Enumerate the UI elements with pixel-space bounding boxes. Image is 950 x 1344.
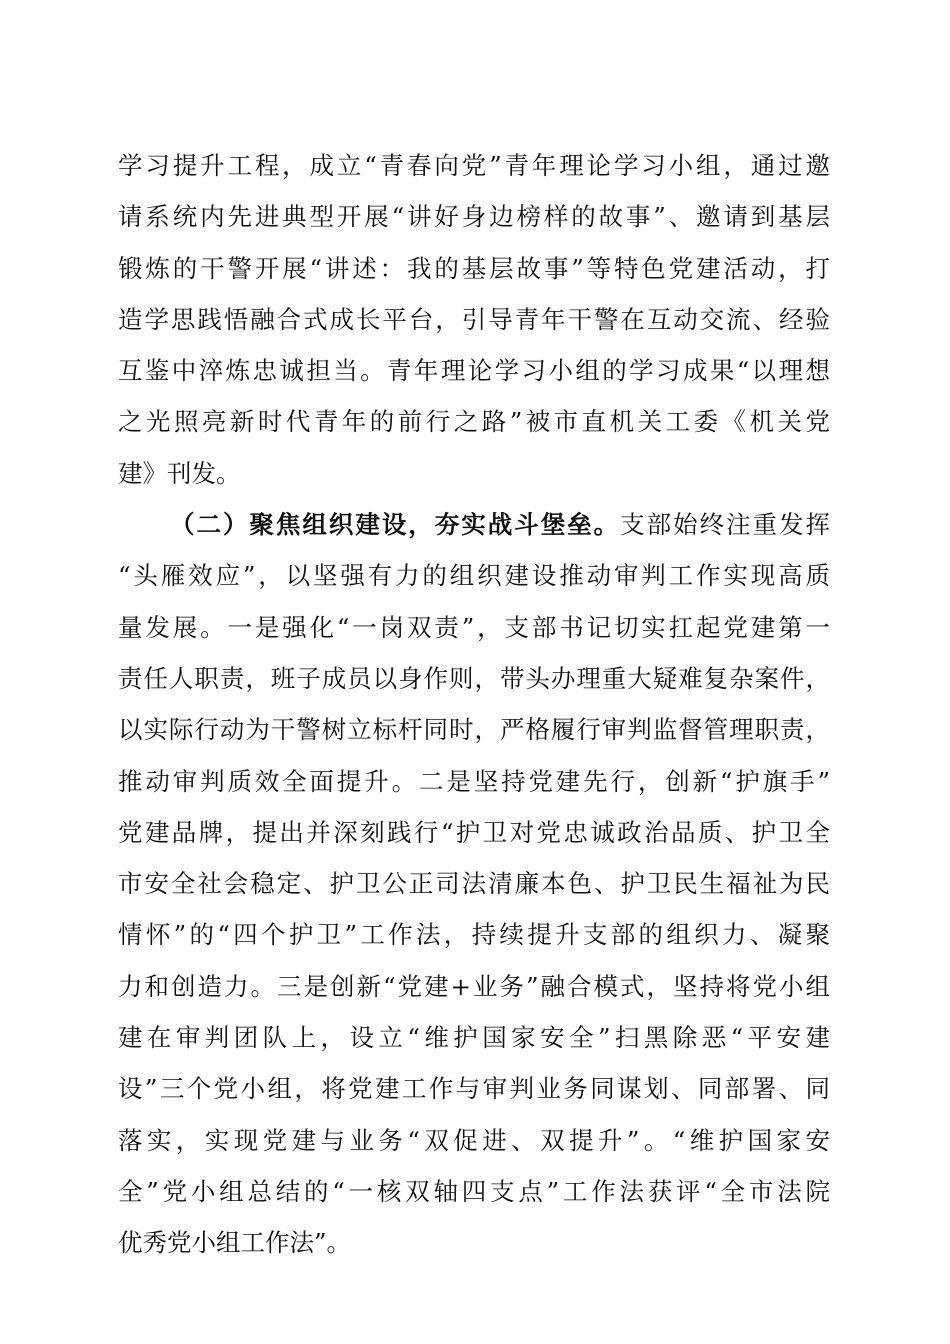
document-body <box>118 140 830 1269</box>
paragraph-2-line: 量发展。一是强化“一岗双责”，支部书记切实扛起党建第一 <box>118 612 830 642</box>
paragraph-1-line: 学习提升工程，成立“青春向党”青年理论学习小组，通过邀 <box>118 151 830 180</box>
paragraph-2 <box>118 499 830 1268</box>
section-heading: （二）聚焦组织建设，夯实战斗堡垒。 <box>170 510 621 540</box>
paragraph-1-line: 建》刊发。 <box>118 458 241 488</box>
paragraph-2-line: 落实，实现党建与业务“双促进、双提升”。“维护国家安 <box>118 1125 830 1155</box>
paragraph-2-line: 优秀党小组工作法”。 <box>118 1228 352 1258</box>
paragraph-2-line: 建在审判团队上，设立“维护国家安全”扫黑除恶“平安建 <box>118 1023 830 1053</box>
paragraph-1-line: 锻炼的干警开展“讲述：我的基层故事”等特色党建活动，打 <box>118 253 830 283</box>
paragraph-1 <box>118 140 830 499</box>
paragraph-2-line: 全”党小组总结的“一核双轴四支点”工作法获评“全市法院 <box>118 1176 830 1206</box>
paragraph-1-line: 之光照亮新时代青年的前行之路”被市直机关工委《机关党 <box>118 407 830 437</box>
paragraph-2-first-line <box>118 499 830 550</box>
paragraph-1-line: 请系统内先进典型开展“讲好身边榜样的故事”、邀请到基层 <box>118 202 830 232</box>
paragraph-1-line: 互鉴中淬炼忠诚担当。青年理论学习小组的学习成果“以理想 <box>118 356 830 386</box>
paragraph-2-line: 推动审判质效全面提升。二是坚持党建先行，创新“护旗手” <box>118 766 830 796</box>
paragraph-2-line: 责任人职责，班子成员以身作则，带头办理重大疑难复杂案件， <box>118 663 830 693</box>
paragraph-2-line: 力和创造力。三是创新“党建+业务”融合模式，坚持将党小组 <box>118 971 830 1001</box>
paragraph-2-line: 情怀”的“四个护卫”工作法，持续提升支部的组织力、凝聚 <box>118 920 830 950</box>
paragraph-2-line: “头雁效应”，以坚强有力的组织建设推动审判工作实现高质 <box>118 561 830 591</box>
paragraph-1-line: 造学思践悟融合式成长平台，引导青年干警在互动交流、经验 <box>118 304 830 334</box>
paragraph-2-line: 党建品牌，提出并深刻践行“护卫对党忠诚政治品质、护卫全 <box>118 817 830 847</box>
paragraph-2-first-line-rest: 支部始终注重发挥 <box>620 510 831 540</box>
paragraph-2-line: 市安全社会稳定、护卫公正司法清廉本色、护卫民生福祉为民 <box>118 869 830 899</box>
paragraph-2-line: 以实际行动为干警树立标杆同时，严格履行审判监督管理职责， <box>118 715 830 745</box>
paragraph-2-line: 设”三个党小组，将党建工作与审判业务同谋划、同部署、同 <box>118 1074 830 1104</box>
